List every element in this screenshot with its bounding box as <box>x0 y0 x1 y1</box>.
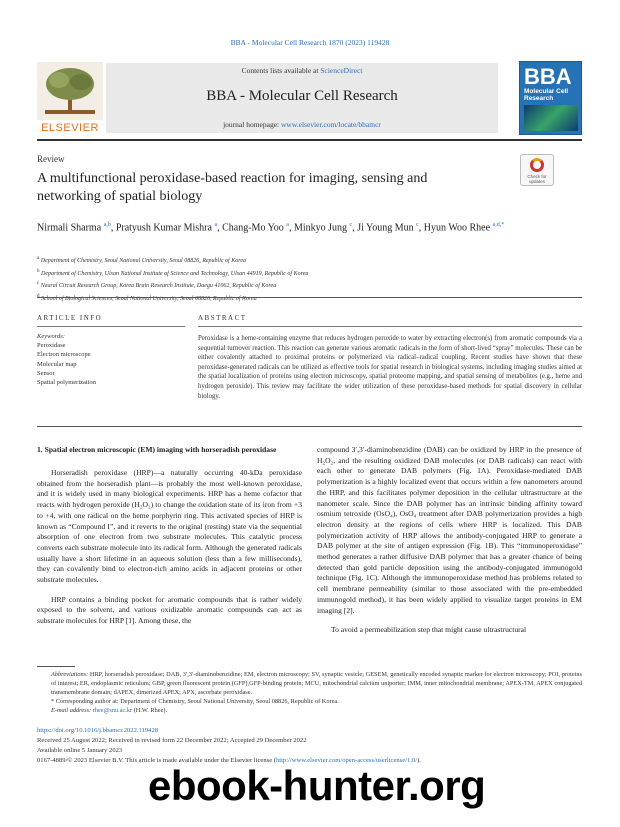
article-type: Review <box>37 154 65 164</box>
keyword: Sensor <box>37 369 55 377</box>
license-suffix: ). <box>417 757 421 764</box>
keywords-label: Keywords: <box>37 333 65 340</box>
contents-line <box>106 66 498 75</box>
journal-title: BBA - Molecular Cell Research <box>206 88 398 104</box>
abstract-rule <box>198 326 582 327</box>
abbreviations-label: Abbreviations: <box>51 671 89 678</box>
journal-banner <box>106 63 498 133</box>
affiliation: $^a$ Department of Chemistry, Seoul National University, Seoul 08826, Republic of Korea <box>37 256 246 264</box>
keyword: Peroxidase <box>37 342 66 349</box>
publisher-name: ELSEVIER <box>41 122 99 134</box>
keyword: Electron microscope <box>37 351 91 359</box>
email-footnote <box>37 706 582 715</box>
author-name[interactable]: Ji Young Mun <box>357 222 414 234</box>
publication-info <box>37 726 582 766</box>
body-column-left <box>37 445 302 636</box>
author-name[interactable]: Pratyush Kumar Mishra <box>115 222 212 234</box>
affiliation: $^c$ Neural Circuit Research Group, Korea Brain Research Institute, Daegu 41062, Republic of Korea <box>37 281 277 289</box>
author-affiliation-marker[interactable]: a,b <box>103 222 111 228</box>
author-name[interactable]: Chang-Mo Yoo <box>222 222 284 234</box>
author-name[interactable]: Hyun Woo Rhee <box>423 222 491 234</box>
doi-link[interactable]: https://doi.org/10.1016/j.bbamcr.2022.119428 <box>37 727 159 734</box>
check-updates-label: Check for updates <box>527 174 547 184</box>
license-prefix: 0167-4889/© 2023 Elsevier B.V. This article is made available under the Elsevier license ( <box>37 757 276 764</box>
check-updates-icon <box>530 158 544 172</box>
cover-artwork <box>524 105 578 131</box>
check-for-updates-button[interactable] <box>520 154 554 186</box>
author-affiliation-marker[interactable]: a,d,* <box>492 222 505 228</box>
watermark: ebook-hunter.org <box>148 762 486 809</box>
author-affiliation-marker[interactable]: a <box>214 222 218 228</box>
body-paragraph: HRP contains a binding pocket for aromatic compounds that is rather widely exposed to the solvent, and various oxidizable aromatic compounds can act as substrate molecules for HRP [1]. Among these, the <box>37 594 302 626</box>
running-header[interactable]: BBA - Molecular Cell Research 1870 (2023) 119428 <box>230 38 390 47</box>
body-paragraph: compound 3′,3′-diaminobenzidine (DAB) can be oxidized by HRP in the presence of H₂O₂, and the resulting oxidized DAB molecules (or DAB radicals) can react with each other to generate DAB polymers (Fig. 1A). Peroxidase-mediated DAB polymerization is a highly localized event that occurs within a few nanometers around the HRP, and this facilitates polymer deposition in the cellular ultrastructure at the nanometer scale. Since the DAB polymer has an intrinsic binding affinity toward osmium tetroxide (OsO₄), OsO₄ treatment after DAB polymerization provides a high electron density at the regions of cells where HRP is localized. This DAB polymerization activity of HRP allows the antibody-conjugated HRP to generate a DAB polymer at the site of antigen expression (Fig. 1B). This “immunoperoxidase” method generates a rather diffusive DAB polymer that has a greater chance of being detected than gold particle deposition using the antibody-conjugated immunogold technique (Fig. 1C). Although the immunoperoxidase method has problems related to cell membrane permeability (similar to those associated with the pre-embedded immunogold method), it has been widely applied to visualize target proteins in EM imaging [2]. <box>317 445 582 615</box>
author-name[interactable]: Minkyo Jung <box>293 222 348 234</box>
body-paragraph: Horseradish peroxidase (HRP)—a naturally occurring 40-kDa peroxidase obtained from the horseradish plant—is probably the most well-known peroxidase, and it is widely used in many biological experiments. HRP has a heme cofactor that reacts with hydrogen peroxide (H₂O₂) to change the oxidation state of its iron from +3 to +4, with one radical on the heme porphyrin ring. This activated species of HRP is known as “Compound I”, and it reverts to the original (resting) state via the sequential absorption of one electron from two substrate molecules. This catalytic process converts each substrate molecule into its radical form. Although the generated radicals usually have a short lifetime in an aqueous solution (less than a few milliseconds), they can covalently bind to electron-rich amino acids in adjacent proteins or other substrate molecules. <box>37 468 302 585</box>
author-affiliation-marker[interactable]: c <box>416 222 419 228</box>
email-link[interactable]: rhee@snu.ac.kr <box>92 707 133 714</box>
abstract-text: Peroxidase is a heme-containing enzyme that reduces hydrogen peroxide to water by extracting electron(s) from aromatic compounds via a sequential turnover reaction. This reaction can generate various aromatic radicals in the form of short-lived “spray” molecules. These can be either covalently attached to proximal proteins or polymerized via radical–radical coupling. Recent studies have shown that these peroxidase-generated radicals can be utilized as effective tools for spatial research in biological systems, including imaging studies aimed at the spatial localization of proteins using electron microscopy, spatial proteome mapping, and spatial sensing of metabolites (e.g., heme and hydrogen peroxide). This review may facilitate the wider utilization of these peroxidase-based methods for spatial discovery in cellular biology. <box>198 335 582 400</box>
section-heading: 1. Spatial electron microscopic (EM) imaging with horseradish peroxidase <box>37 445 277 454</box>
journal-cover[interactable] <box>519 61 582 135</box>
body-paragraph: To avoid a permeabilization step that might cause ultrastructural <box>331 625 527 635</box>
body-column-right <box>317 445 582 645</box>
email-suffix: (H.W. Rhee). <box>133 707 168 714</box>
keywords-list <box>37 341 187 387</box>
abbreviations-footnote <box>37 670 582 697</box>
affiliation: $^b$ Department of Chemistry, Ulsan National Institute of Science and Technology, Ulsan 44919, Republic of Korea <box>37 268 309 277</box>
journal-homepage <box>106 120 498 129</box>
abbreviations-text: HRP, horseradish peroxidase; DAB, 3′,3′-diaminobenzidine; EM, electron microscopy; SV, synaptic vesicle; GESEM, genetically encoded synaptic marker for electron microscopy; POI, proteins of interest; ER, endoplasmic reticulum; GBP, green fluorescent protein (GFP),GFP-binding protein; MCU, mitochondrial calcium uniporter; IMM, inner mitochondrial membrane; APEX-TM, APEX conjugated transmembrane domain; dAPEX, dimerized APEX; APX, ascorbate peroxidase. <box>51 671 583 696</box>
header-divider <box>37 139 582 141</box>
footnotes <box>37 670 582 715</box>
keyword: Molecular map <box>37 360 77 368</box>
author-name[interactable]: Nirmali Sharma <box>37 222 102 234</box>
author-list: Nirmali Sharma $^{a,b}$, Pratyush Kumar Mishra $^a$, Chang-Mo Yoo $^a$, Minkyo Jung $^c$, Ji Young Mun $^c$, Hyun Woo Rhee $^{a,d,*}$ <box>37 222 505 234</box>
cover-title: BBA <box>524 64 572 89</box>
keyword: Spatial polymerization <box>37 379 97 387</box>
corresponding-author-note: * Corresponding author at: Department of Chemistry, Seoul National University, Seoul 08826, Republic of Korea. <box>51 698 339 705</box>
body-divider <box>37 426 582 427</box>
email-label: E-mail address: <box>51 707 92 714</box>
article-info-rule <box>37 326 185 327</box>
homepage-prefix: journal homepage: <box>223 120 280 129</box>
footnote-rule <box>37 666 75 667</box>
author-affiliation-marker[interactable]: c <box>349 222 353 228</box>
affiliation: $^d$ School of Biological Sciences, Seoul National University, Seoul 08826, Republic of Korea <box>37 293 257 302</box>
license-link[interactable]: http://www.elsevier.com/open-access/userlicense/1.0/ <box>275 757 418 764</box>
article-title: A multifunctional peroxidase-based reaction for imaging, sensing and networking of spatial biology <box>37 171 428 204</box>
article-info-heading: ARTICLE INFO <box>37 314 103 322</box>
received-dates: Received 25 August 2022; Received in revised form 22 December 2022; Accepted 29 December 2022 <box>37 737 307 744</box>
abstract-heading: ABSTRACT <box>198 314 247 322</box>
contents-prefix: Contents lists available at <box>241 66 319 75</box>
available-online: Available online 5 January 2023 <box>37 747 123 754</box>
author-affiliation-marker[interactable]: a <box>286 222 289 228</box>
cover-subtitle: Molecular Cell Research <box>524 88 569 102</box>
homepage-link[interactable]: www.elsevier.com/locate/bbamcr <box>281 120 381 129</box>
section-divider <box>37 297 582 298</box>
sciencedirect-link[interactable]: ScienceDirect <box>320 66 363 75</box>
